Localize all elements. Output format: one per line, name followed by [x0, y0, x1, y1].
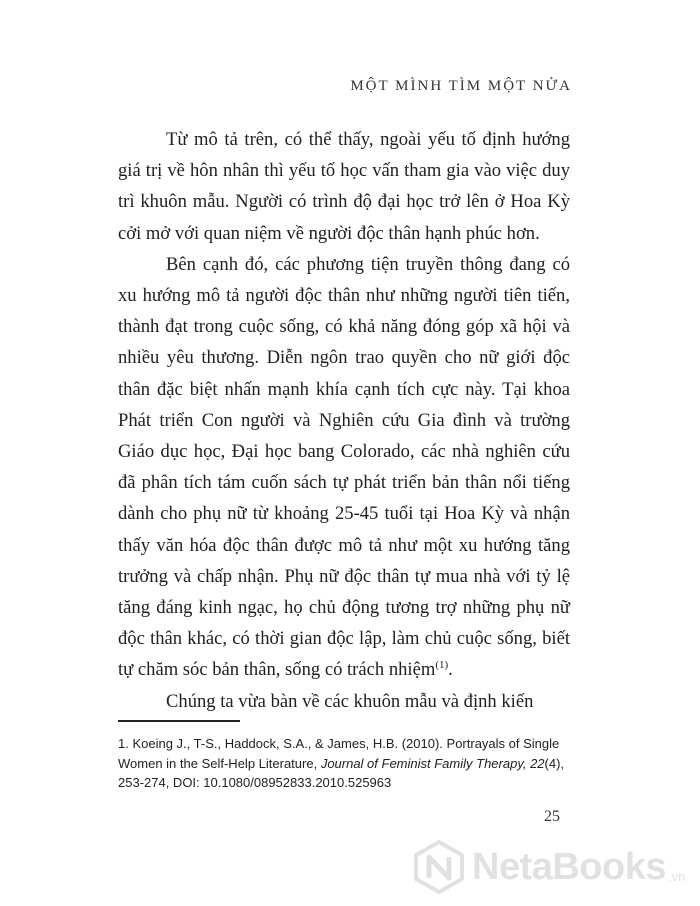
netabooks-logo-icon [412, 840, 466, 894]
footnote [118, 734, 573, 793]
footnote-journal: Journal of Feminist Family Therapy, 22 [320, 755, 545, 771]
main-text [118, 124, 570, 717]
paragraph-2-text: Bên cạnh đó, các phương tiện truyền thông đang có xu hướng mô tả người độc thân như những người tiên tiến, thành đạt trong cuộc sống, có khả năng đóng góp xã hội và nhiều yêu thương. Diễn ngôn trao quyền cho nữ giới độc thân đặc biệt nhấn mạnh khía cạnh tích cực này. Tại khoa Phát triển Con người và Nghiên cứu Gia đình và trường Giáo dục học, Đại học bang Colorado, các nhà nghiên cứu đã phân tích tám cuốn sách tự phát triển bản thân nổi tiếng dành cho phụ nữ từ khoảng 25-45 tuổi tại Hoa Kỳ và nhận thấy văn hóa độc thân được mô tả như một xu hướng tăng trưởng và chấp nhận. Phụ nữ độc thân tự mua nhà với tỷ lệ tăng đáng kinh ngạc, họ chủ động tương trợ những phụ nữ độc thân khác, có thời gian độc lập, làm chủ cuộc sống, biết tự chăm sóc bản thân, sống có trách nhiệm [118, 253, 570, 681]
paragraph-3: Chúng ta vừa bàn về các khuôn mẫu và định kiến [166, 690, 534, 712]
running-header: MỘT MÌNH TÌM MỘT NỬA [350, 78, 572, 94]
paragraph-1: Từ mô tả trên, có thể thấy, ngoài yếu tố định hướng giá trị về hôn nhân thì yếu tố học vấn tham gia vào việc duy trì khuôn mẫu. Người có trình độ đại học trở lên ở Hoa Kỳ cởi mở với quan niệm về người độc thân hạnh phúc hơn. [118, 129, 570, 244]
footnote-citation: 1. Koeing J., T-S., Haddock, S.A., & James, H.B. (2010). Portrayals of Single Women in the Self-Help Literature, [118, 736, 560, 771]
footnote-details: (4), 253-274, DOI: 10.1080/08952833.2010.525963 [118, 755, 565, 790]
watermark-suffix: .vn [668, 869, 686, 884]
paragraph-2-period: . [448, 659, 453, 681]
paragraph-2 [118, 249, 570, 686]
footnote-reference[interactable]: (1) [435, 659, 449, 672]
watermark [412, 836, 692, 898]
watermark-brand: NetaBooks [472, 845, 666, 888]
page-number: 25 [544, 808, 560, 825]
footnote-divider [118, 720, 240, 722]
